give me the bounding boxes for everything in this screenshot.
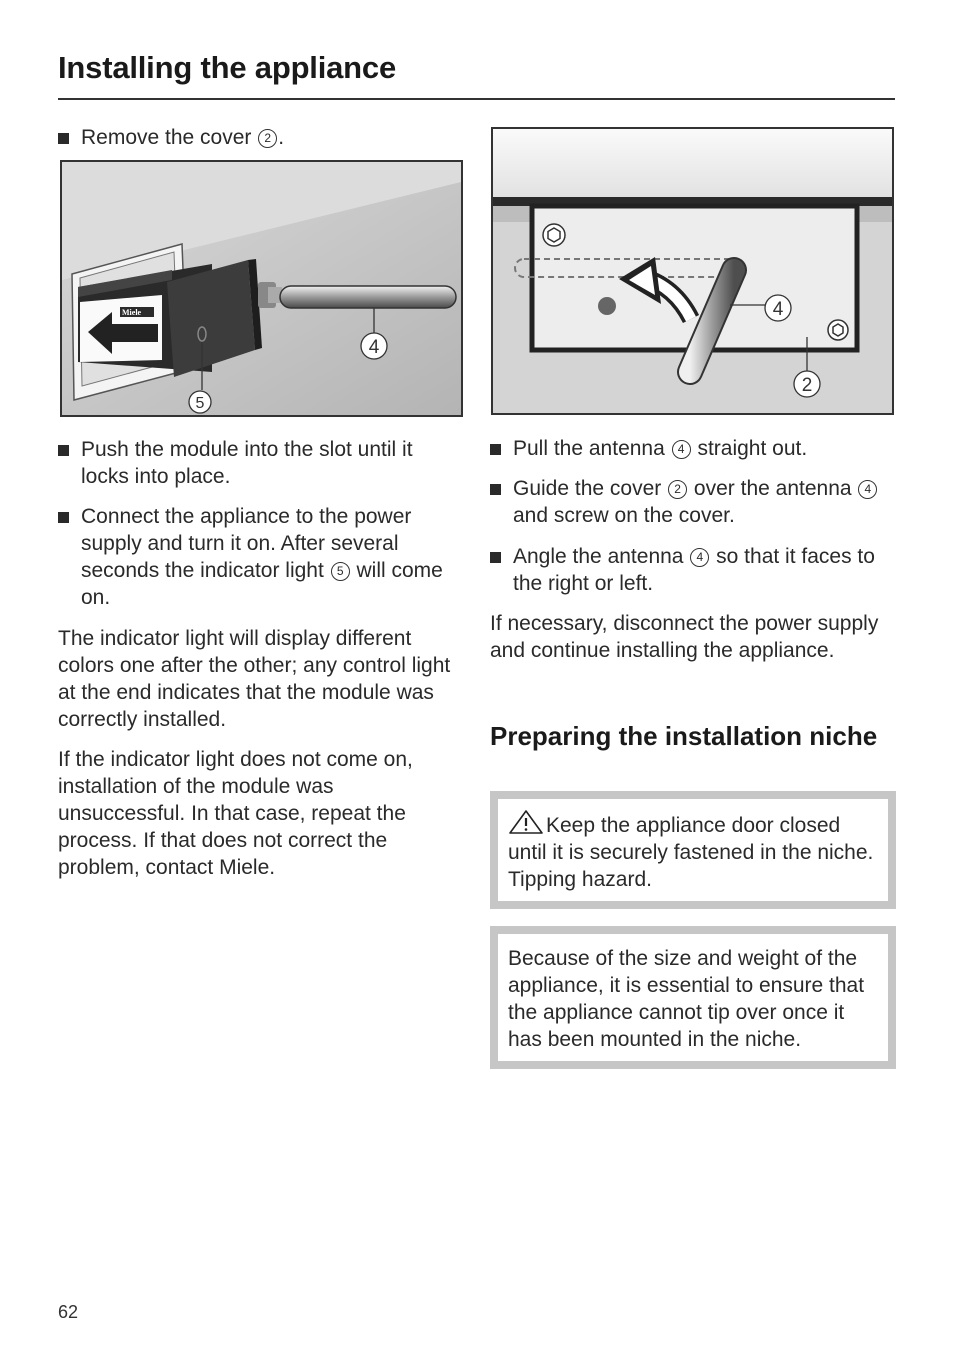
svg-text:4: 4 — [772, 299, 784, 320]
svg-text:2: 2 — [801, 375, 813, 396]
callout-ref-antenna: 4 — [690, 548, 709, 567]
info-box — [490, 926, 896, 1069]
callout-ref-light: 5 — [331, 562, 350, 581]
bullet-marker — [58, 445, 69, 456]
screw-bottom-right — [828, 320, 848, 340]
instruction-angle-antenna: Angle the antenna 4 so that it faces to the right or left. — [490, 543, 895, 597]
callout-ref-cover: 2 — [668, 480, 687, 499]
callout-ref-cover: 2 — [258, 129, 277, 148]
info-text: Because of the size and weight of the appliance, it is essential to ensure that the appliance cannot tip over once it has been mounted in the niche. — [508, 947, 865, 1051]
instruction-push-module: Push the module into the slot until it locks into place. — [58, 436, 458, 490]
paragraph-install-failure: If the indicator light does not come on, installation of the module was unsuccessful. In that case, repeat the process. If that does not correct the problem, contact Miele. — [58, 748, 413, 879]
instruction-pull-antenna: Pull the antenna 4 straight out. — [490, 435, 895, 462]
instruction-remove-cover: Remove the cover 2 . — [58, 124, 458, 151]
svg-text:5: 5 — [195, 395, 205, 412]
svg-text:4: 4 — [368, 337, 380, 358]
bullet-marker — [490, 444, 501, 455]
paragraph-indicator-colors: The indicator light will display different colors one after the other; any control light at the end indicates that the module was correctly installed. — [58, 627, 451, 731]
callout-ref-antenna: 4 — [858, 480, 877, 499]
warning-text: Keep the appliance door closed until it is securely fastened in the niche. Tipping hazard. — [508, 814, 874, 891]
bullet-marker — [58, 512, 69, 523]
bullet-marker — [490, 484, 501, 495]
warning-triangle-icon — [508, 809, 544, 835]
figure-antenna-cover — [491, 127, 894, 415]
miele-logo-text: Miele — [122, 308, 142, 317]
page-number: 62 — [58, 1302, 79, 1322]
antenna — [280, 286, 456, 308]
instruction-connect-power: Connect the appliance to the power supply and turn it on. After several seconds the indicator light 5 will come on. — [58, 503, 458, 611]
callout-ref-antenna: 4 — [672, 440, 691, 459]
bullet-marker — [58, 133, 69, 144]
page-title: Installing the appliance — [58, 50, 396, 85]
instruction-guide-cover: Guide the cover 2 over the antenna 4 and screw on the cover. — [490, 475, 895, 529]
paragraph-continue-install: If necessary, disconnect the power supply and continue installing the appliance. — [490, 612, 879, 662]
figure-insert-module — [60, 160, 463, 417]
title-divider — [58, 98, 895, 100]
warning-box — [490, 791, 896, 909]
section-heading: Preparing the installation niche — [490, 721, 878, 751]
bullet-marker — [490, 552, 501, 563]
